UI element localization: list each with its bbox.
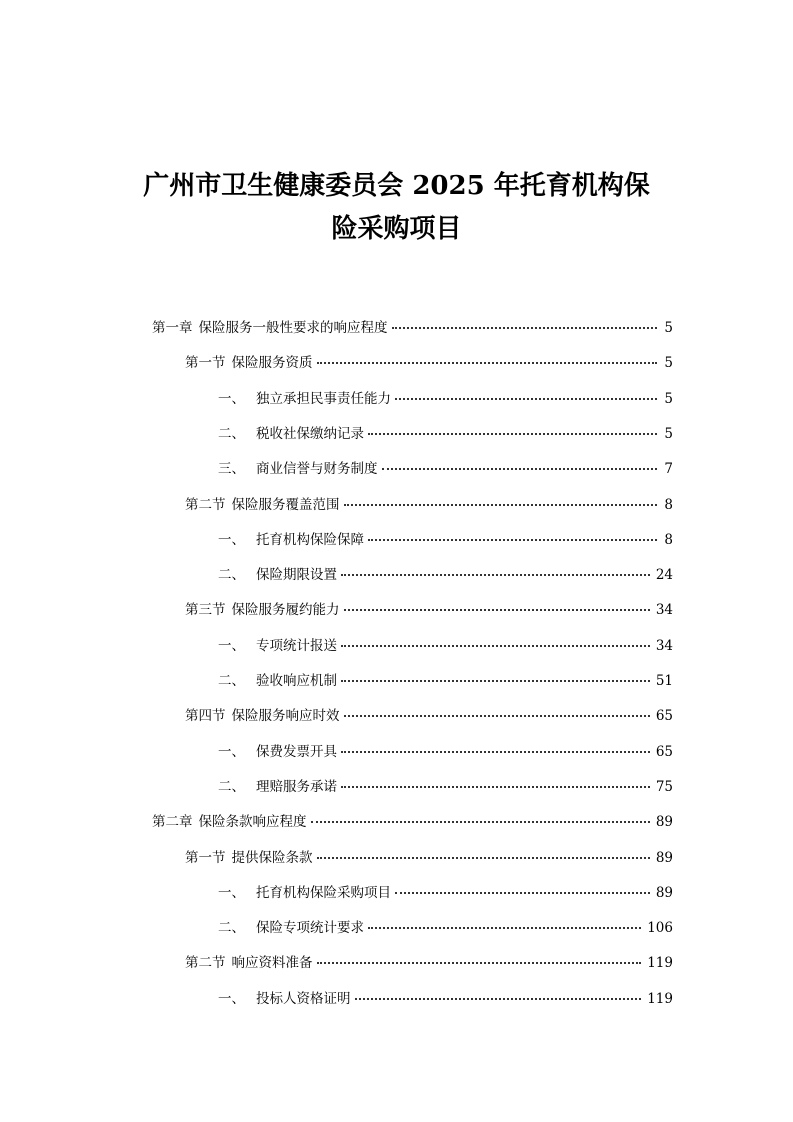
toc-entry[interactable] bbox=[185, 594, 673, 618]
toc-entry-label: 保险服务一般性要求的响应程度 bbox=[198, 320, 388, 336]
toc-entry-label: 独立承担民事责任能力 bbox=[256, 390, 391, 407]
toc-dot-leader bbox=[368, 927, 641, 929]
toc-entry-page: 34 bbox=[655, 637, 673, 654]
toc-entry-label: 保险期限设置 bbox=[256, 567, 337, 584]
toc-entry-page: 5 bbox=[664, 390, 673, 407]
toc-entry[interactable] bbox=[218, 524, 673, 548]
toc-entry-number: 一、 bbox=[218, 531, 245, 548]
toc-entry-page: 89 bbox=[655, 884, 673, 901]
toc-dot-leader bbox=[368, 539, 657, 541]
toc-entry-number: 第一节 bbox=[185, 355, 226, 372]
toc-dot-leader bbox=[344, 504, 658, 506]
toc-entry-number: 一、 bbox=[218, 743, 245, 760]
toc-entry[interactable] bbox=[218, 736, 673, 760]
toc-entry-number: 二、 bbox=[218, 673, 245, 689]
toc-entry-page: 65 bbox=[655, 743, 673, 760]
toc-entry[interactable] bbox=[152, 806, 673, 830]
toc-entry-page: 89 bbox=[655, 849, 673, 866]
toc-entry-page: 24 bbox=[655, 567, 673, 584]
toc-entry-page: 65 bbox=[655, 708, 673, 725]
toc-entry-label: 响应资料准备 bbox=[231, 955, 313, 972]
toc-entry-page: 5 bbox=[664, 355, 673, 372]
toc-entry-number: 一、 bbox=[218, 990, 245, 1007]
toc-entry-number: 一、 bbox=[218, 390, 245, 407]
toc-entry-page: 51 bbox=[655, 673, 673, 689]
toc-dot-leader bbox=[344, 715, 650, 717]
toc-entry[interactable] bbox=[218, 771, 673, 795]
toc-entry[interactable] bbox=[218, 453, 673, 477]
toc-entry-number: 第二章 bbox=[152, 814, 193, 831]
toc-dot-leader bbox=[382, 468, 658, 470]
toc-entry-page: 119 bbox=[647, 990, 673, 1007]
toc-dot-leader bbox=[344, 609, 650, 611]
toc-dot-leader bbox=[395, 398, 657, 400]
toc-entry-page: 7 bbox=[664, 461, 673, 478]
toc-entry-label: 理赔服务承诺 bbox=[256, 778, 337, 795]
toc-entry[interactable] bbox=[218, 912, 673, 936]
toc-entry-label: 托育机构保险保障 bbox=[256, 531, 364, 548]
toc-entry-number: 二、 bbox=[218, 778, 245, 795]
toc-entry-page: 106 bbox=[647, 920, 673, 937]
toc-entry-page: 8 bbox=[664, 531, 673, 548]
toc-entry[interactable] bbox=[218, 877, 673, 901]
toc-dot-leader bbox=[341, 751, 650, 753]
toc-entry-label: 税收社保缴纳记录 bbox=[256, 425, 364, 442]
toc-entry-label: 保险服务履约能力 bbox=[231, 602, 340, 619]
toc-entry-page: 119 bbox=[647, 955, 673, 972]
toc-entry-label: 提供保险条款 bbox=[231, 849, 313, 866]
toc-entry-number: 第一章 bbox=[152, 320, 193, 336]
toc-dot-leader bbox=[311, 821, 650, 823]
toc-dot-leader bbox=[317, 857, 650, 859]
toc-dot-leader bbox=[395, 892, 650, 894]
toc-entry-label: 专项统计报送 bbox=[256, 637, 337, 654]
toc-dot-leader bbox=[355, 998, 642, 1000]
toc-entry[interactable] bbox=[218, 983, 673, 1007]
toc-entry-label: 保险服务资质 bbox=[231, 355, 313, 372]
toc-entry-number: 第三节 bbox=[185, 602, 226, 619]
toc-dot-leader bbox=[317, 962, 642, 964]
toc-entry[interactable] bbox=[218, 665, 673, 689]
toc-dot-leader bbox=[317, 362, 658, 364]
toc-entry-page: 5 bbox=[664, 425, 673, 442]
toc-entry-label: 验收响应机制 bbox=[256, 673, 337, 689]
toc-entry[interactable] bbox=[185, 842, 673, 866]
toc-entry-label: 保险专项统计要求 bbox=[256, 920, 364, 937]
toc-entry[interactable] bbox=[185, 489, 673, 513]
toc-entry-label: 保险条款响应程度 bbox=[198, 814, 307, 831]
toc-entry[interactable] bbox=[218, 630, 673, 654]
document-title bbox=[100, 165, 693, 251]
toc-entry-number: 二、 bbox=[218, 920, 245, 937]
toc-entry-number: 二、 bbox=[218, 425, 245, 442]
toc-entry-label: 保费发票开具 bbox=[256, 743, 337, 760]
toc-entry[interactable] bbox=[185, 700, 673, 724]
title-line-1: 广州市卫生健康委员会 2025 年托育机构保 bbox=[143, 171, 650, 201]
toc-entry-number: 第四节 bbox=[185, 708, 226, 725]
toc-entry[interactable] bbox=[218, 559, 673, 583]
title-line-2: 险采购项目 bbox=[331, 214, 462, 244]
toc-entry-number: 一、 bbox=[218, 637, 245, 654]
toc-entry[interactable] bbox=[185, 947, 673, 971]
toc-entry-label: 投标人资格证明 bbox=[256, 990, 351, 1007]
toc-entry-label: 商业信誉与财务制度 bbox=[256, 461, 378, 478]
toc-entry-label: 保险服务响应时效 bbox=[231, 708, 340, 725]
toc-entry[interactable] bbox=[152, 312, 673, 336]
toc-entry-number: 二、 bbox=[218, 567, 245, 584]
toc-dot-leader bbox=[392, 327, 658, 329]
toc-entry-label: 保险服务覆盖范围 bbox=[231, 496, 340, 513]
toc-entry-page: 75 bbox=[655, 778, 673, 795]
toc-entry-page: 34 bbox=[655, 602, 673, 619]
toc-entry[interactable] bbox=[185, 347, 673, 371]
toc-entry-page: 89 bbox=[655, 814, 673, 831]
toc-dot-leader bbox=[341, 786, 650, 788]
toc-entry[interactable] bbox=[218, 383, 673, 407]
toc-dot-leader bbox=[368, 433, 657, 435]
toc-entry-page: 5 bbox=[664, 320, 673, 336]
toc-entry-page: 8 bbox=[664, 496, 673, 513]
toc-entry-number: 第二节 bbox=[185, 496, 226, 513]
toc-dot-leader bbox=[341, 574, 650, 576]
toc-entry-number: 一、 bbox=[218, 884, 245, 901]
toc-dot-leader bbox=[341, 680, 650, 682]
toc-entry[interactable] bbox=[218, 418, 673, 442]
toc-entry-number: 三、 bbox=[218, 461, 245, 478]
toc-entry-number: 第二节 bbox=[185, 955, 226, 972]
toc-entry-label: 托育机构保险采购项目 bbox=[256, 884, 391, 901]
toc-dot-leader bbox=[341, 645, 650, 647]
toc-entry-number: 第一节 bbox=[185, 849, 226, 866]
